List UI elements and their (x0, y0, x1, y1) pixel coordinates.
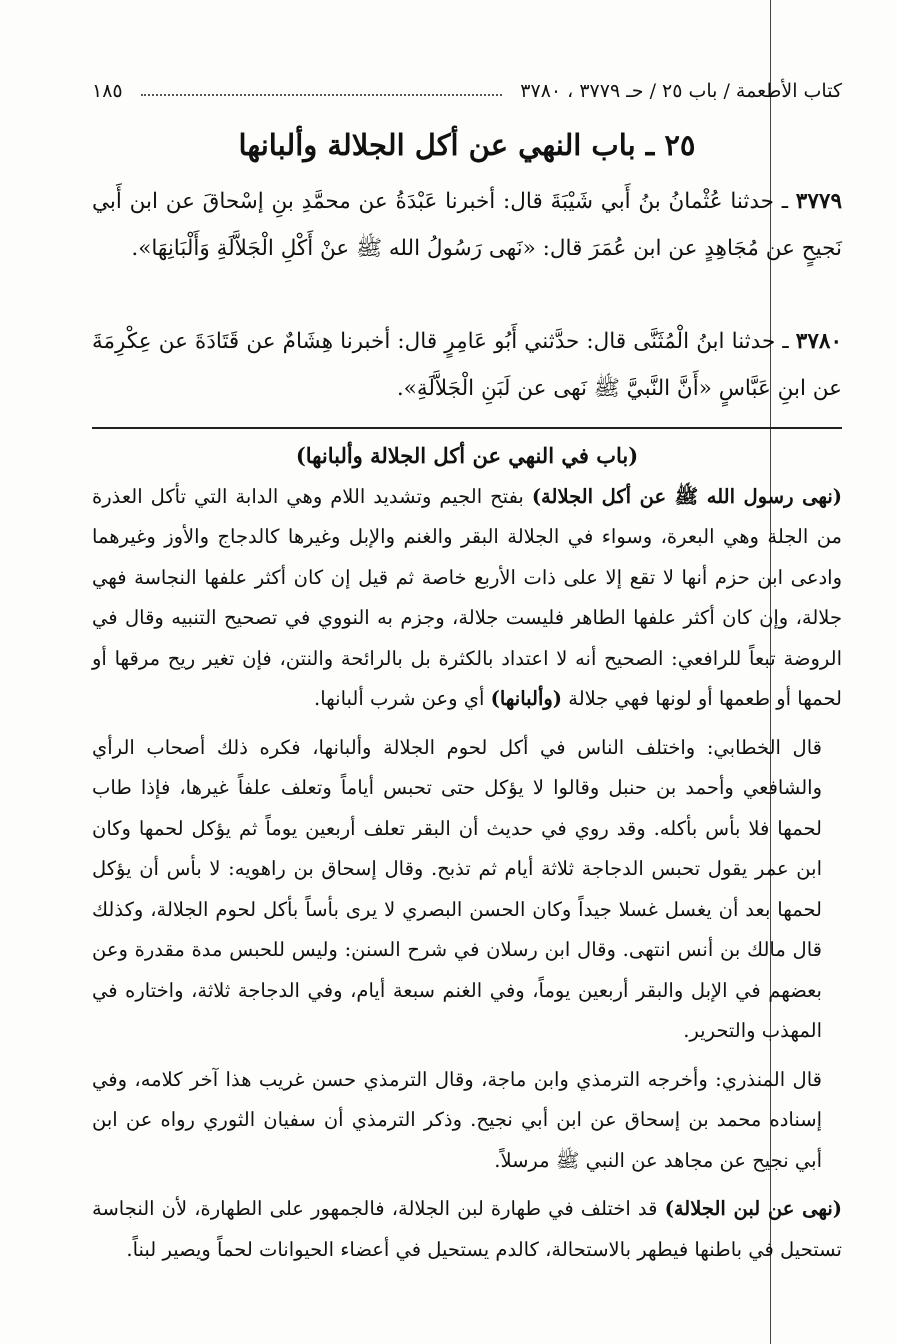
commentary-section (92, 436, 842, 1270)
commentary-text: قد اختلف في طهارة لبن الجلالة، فالجمهور على الطهارة، لأن النجاسة تستحيل في باطنها فيطهر بالاستحالة، كالدم يستحيل في أعضاء الحيوانات لحماً ويصير لبناً. (92, 1197, 842, 1261)
section-divider (92, 427, 842, 429)
hadith-text: ـ حدثنا عُثْمانُ بنُ أَبي شَيْبَةَ قال: أخبرنا عَبْدَةُ عن محمَّدِ بنِ إسْحاقَ عن ابن أَبي نَجيحٍ عن مُجَاهِدٍ عن ابن عُمَرَ قال: «نَهى رَسُولُ الله ﷺ عنْ أَكْلِ الْجَلاَّلَةِ وَأَلْبَانِهَا». (92, 189, 842, 261)
header-dot-leader (141, 86, 503, 96)
commentary-text: قال الخطابي: واختلف الناس في أكل لحوم الجلالة وألبانها، فكره ذلك أصحاب الرأي والشافعي وأحمد بن حنبل وقالوا لا يؤكل حتى تحبس أياماً وتعلف علفاً غيرها، فإذا طاب لحمها فلا بأس بأكله. وقد روي في حديث أن البقر تعلف أربعين يوماً ثم يؤكل لحمها وكان ابن عمر يقول تحبس الدجاجة ثلاثة أيام ثم تذبح. وقال إسحاق بن راهويه: لا بأس أن يؤكل لحمها بعد أن يغسل غسلا جيداً وكان الحسن البصري لا يرى بأساً بأكل لحوم الجلالة، وكذلك قال مالك بن أنس انتهى. وقال ابن رسلان في شرح السنن: وليس للحبس مدة مقدرة وعن بعضهم في الإبل والبقر أربعين يوماً، وفي الغنم سبعة أيام، وفي الدجاجة ثلاثة، واختاره في المهذب والتحرير. (92, 735, 822, 1042)
hadith-number: ٣٧٨٠ (795, 329, 842, 354)
commentary-bold-lead: (نهى رسول الله ﷺ عن أكل الجلالة) (531, 484, 842, 508)
commentary-paragraph (92, 1189, 842, 1270)
hadith-3780 (92, 318, 842, 412)
commentary-text: قال المنذري: وأخرجه الترمذي وابن ماجة، وقال الترمذي حسن غريب هذا آخر كلامه، وفي إسناده محمد بن إسحاق عن ابن أبي نجيح. وذكر الترمذي أن سفيان الثوري رواه عن ابن أبي نجيح عن مجاهد عن النبي ﷺ مرسلاً. (92, 1067, 822, 1172)
commentary-paragraph (92, 1060, 842, 1182)
commentary-paragraph (92, 728, 842, 1052)
commentary-title: (باب في النهي عن أكل الجلالة وألبانها) (295, 443, 639, 468)
running-header (92, 76, 842, 106)
page-number: ١٨٥ (92, 80, 123, 102)
commentary-paragraph (92, 477, 842, 720)
commentary-bold-term: (وألبانها) (490, 687, 563, 710)
running-title: كتاب الأطعمة / باب ٢٥ / حـ ٣٧٧٩ ، ٣٧٨٠ (520, 80, 842, 102)
commentary-text-tail: أي وعن شرب ألبانها. (314, 687, 491, 710)
chapter-title: ٢٥ ـ باب النهي عن أكل الجلالة وألبانها (238, 128, 696, 162)
commentary-text: بفتح الجيم وتشديد اللام وهي الدابة التي تأكل العذرة من الجلة وهي البعرة، وسواء في الجلالة البقر والغنم والإبل وغيرها كالدجاج والأوز وغيرهما وادعى ابن حزم أنها لا تقع إلا على ذات الأربع خاصة ثم قيل إن كان أكثر علفها النجاسة فهي جلالة، وإن كان أكثر علفها الطاهر فليست جلالة، وجزم به النووي في تصحيح التنبيه وقال في الروضة تبعاً للرافعي: الصحيح أنه لا اعتداد بالكثرة بل بالرائحة والنتن، فإن تغير ريح مرقها أو لحمها أو طعمها أو لونها فهي جلالة (92, 484, 842, 710)
hadith-text: ـ حدثنا ابنُ الْمُثَنَّى قال: حدَّثني أَبُو عَامِرٍ قال: أخبرنا هِشَامٌ عن قَتَادَةَ عن عِكْرِمَةَ عن ابنِ عَبَّاسٍ «أَنَّ النَّبيَّ ﷺ نَهى عن لَبَنِ الْجَلاَّلَةِ». (92, 329, 842, 401)
commentary-bold-lead: (نهى عن لبن الجلالة) (664, 1197, 842, 1220)
hadith-3779 (92, 178, 842, 272)
hadith-number: ٣٧٧٩ (795, 189, 842, 214)
